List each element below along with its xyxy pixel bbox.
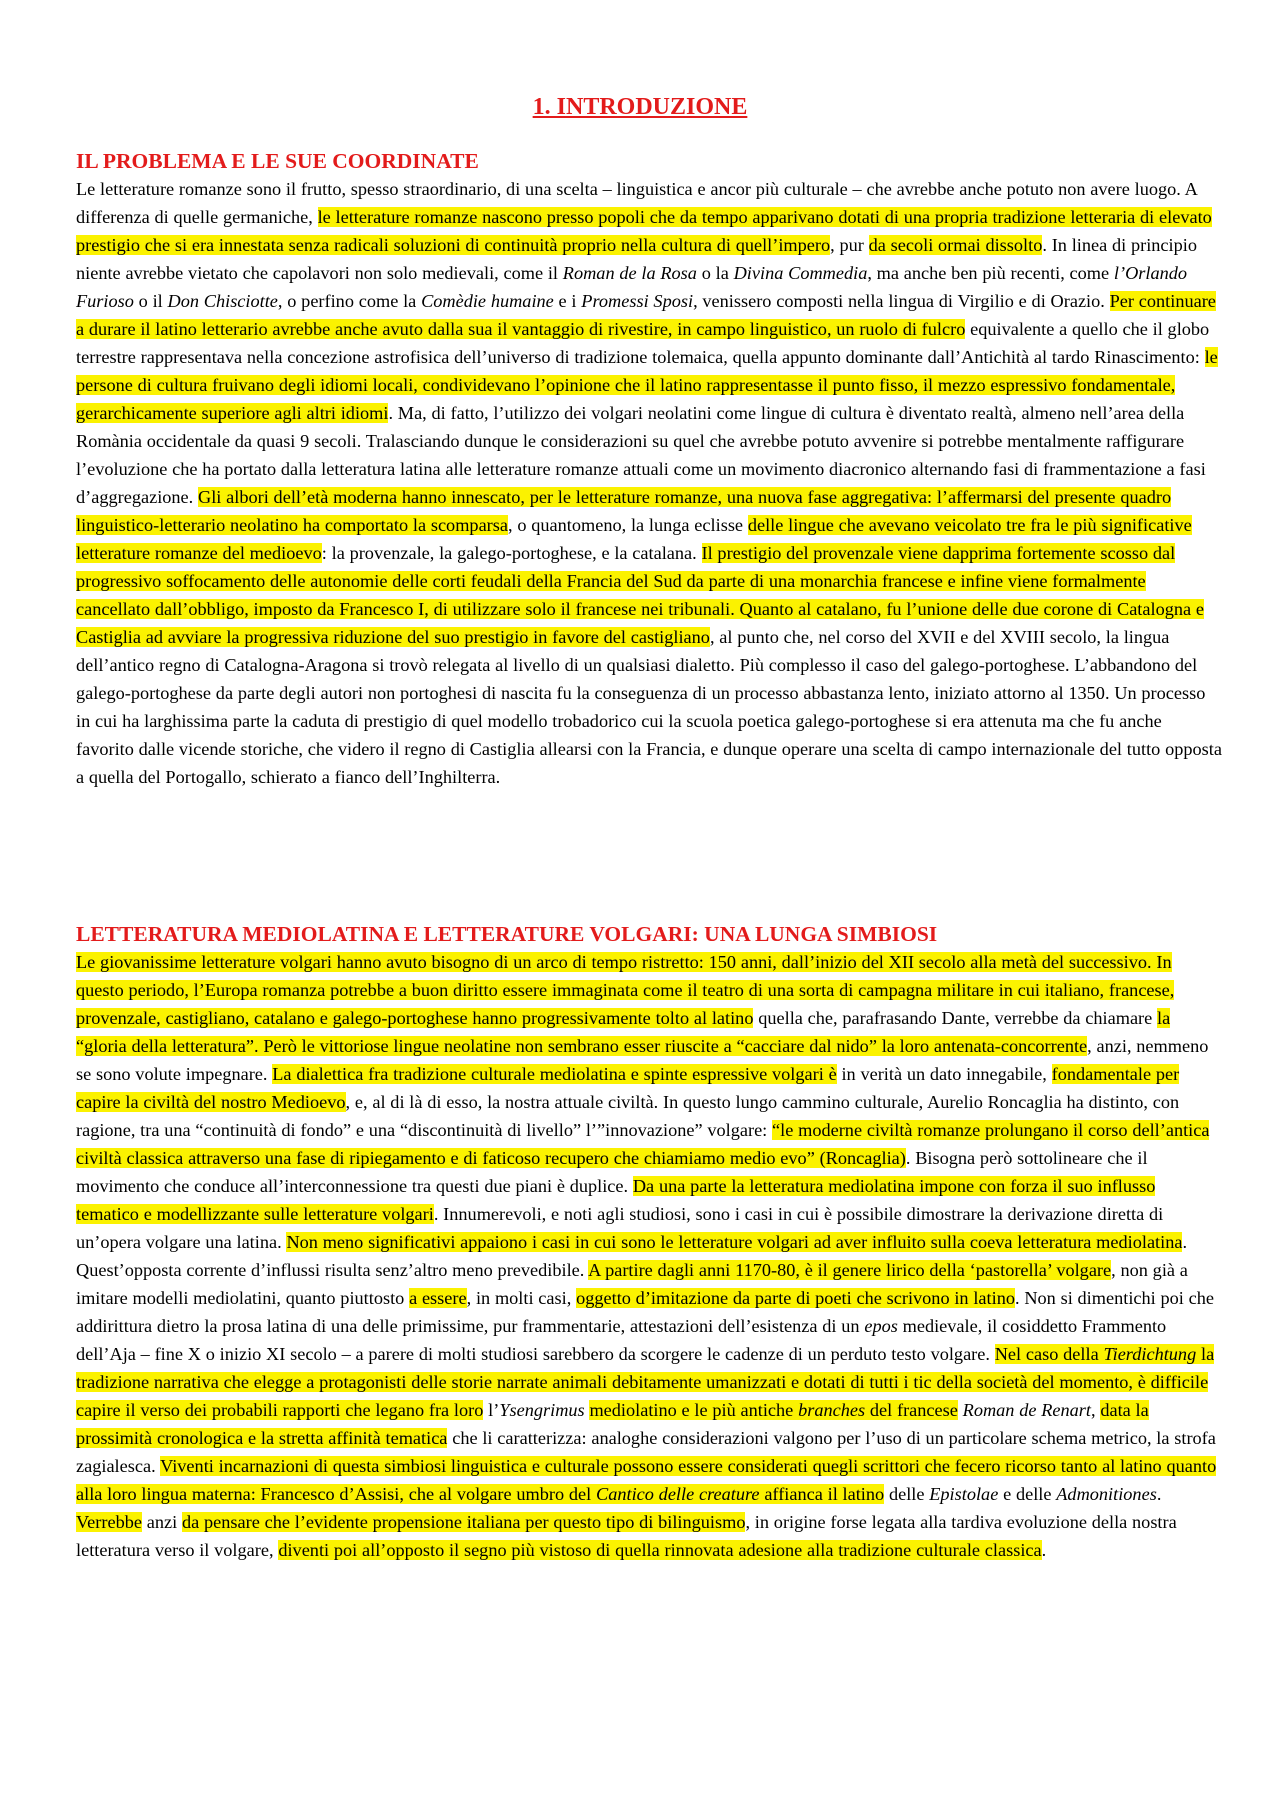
section-body — [76, 175, 1222, 791]
highlighted-text: le persone di cultura fruivano degli idiomi locali, condividevano l’opinione che il latino rappresentasse il punto fisso, il mezzo espressivo fondamentale, gerarchicamente superiore agli altri idiomi — [76, 347, 1218, 423]
text-run: . Ma, di fatto, l’utilizzo dei volgari neolatini come lingue di cultura è diventato realtà, almeno nell’area della Romània occidentale da quasi 9 secoli. Tralasciando dunque le considerazioni su quel che avrebbe potuto avvenire si potrebbe mentalmente raffigurare l’evoluzione che ha portato dalla letteratura latina alle letterature romanze attuali come un movimento diacronico alternando fasi di frammentazione a fasi d’aggregazione. — [76, 403, 1206, 507]
section-simbiosi — [76, 920, 1222, 1564]
text-run: , in origine forse legata alla tardiva evoluzione della nostra letteratura verso il volgare, — [76, 1512, 1177, 1560]
text-run: equivalente a quello che il globo terrestre rappresentava nella concezione astrofisica dell’universo di tradizione tolemaica, quella appunto dominante dall’Antichità al tardo Rinascimento: — [76, 319, 1210, 367]
text-run: Ysengrimus — [499, 1400, 585, 1420]
highlighted-text: oggetto d’imitazione da parte di poeti che scrivono in latino — [576, 1288, 1015, 1308]
text-run: Roman de Renart — [962, 1400, 1091, 1420]
highlighted-text: da pensare che l’evidente propensione italiana per questo tipo di bilinguismo — [181, 1512, 746, 1532]
text-run: , in molti casi, — [466, 1288, 577, 1308]
highlighted-text: fondamentale per capire la civiltà del nostro Medioevo — [76, 1064, 1180, 1112]
text-run: , o quantomeno, la lunga eclisse — [508, 515, 748, 535]
highlighted-text: A partire dagli anni 1170-80, è il genere lirico della ‘pastorella’ volgare — [588, 1260, 1112, 1280]
highlighted-text: branches — [798, 1400, 866, 1420]
section-problema — [76, 147, 1222, 791]
text-run: . Non si dimentichi poi che addirittura dietro la prosa latina di una delle primissime, pur frammentarie, attestazioni dell’esistenza di un — [76, 1288, 1214, 1336]
text-run: o il — [133, 291, 168, 311]
text-run: Comèdie humaine — [421, 291, 554, 311]
text-run: , venissero composti nella lingua di Virgilio e di Orazio. — [693, 291, 1110, 311]
text-run: l’ — [483, 1400, 500, 1420]
text-run: e i — [553, 291, 582, 311]
text-run: , pur — [830, 235, 869, 255]
highlighted-text: Viventi incarnazioni di questa simbiosi linguistica e culturale possono essere considerati quegli scrittori che fecero ricorso tanto al latino quanto alla loro lingua materna: Francesco d’Assisi, che al volgare umbro del — [76, 1456, 1217, 1504]
text-run: Roman de la Rosa — [562, 263, 697, 283]
highlighted-text: le letterature romanze nascono presso popoli che da tempo apparivano dotati di una propria tradizione letteraria di elevato prestigio che si era innestata senza radicali soluzioni di continuità proprio nella cultura di quell’impero — [76, 207, 1212, 255]
section-body — [76, 948, 1222, 1564]
text-run: Admonitiones — [1056, 1484, 1157, 1504]
text-run: anzi — [141, 1512, 182, 1532]
highlighted-text: “le moderne civiltà romanze prolungano il corso dell’antica civiltà classica attraverso una fase di ripiegamento e di faticoso recupero che chiamiamo medio evo” (Roncaglia) — [76, 1120, 1210, 1168]
highlighted-text: Le giovanissime letterature volgari hanno avuto bisogno di un arco di tempo ristretto: 150 anni, dall’inizio del XII secolo alla metà del successivo. In questo periodo, l’Europa romanza potrebbe a buon diritto essere immaginata come il teatro di una sorta di campagna militare in cui italiano, francese, provenzale, castigliano, catalano e galego-portoghese hanno progressivamente tolto al latino — [76, 952, 1175, 1028]
page-title: 1. INTRODUZIONE — [532, 94, 748, 120]
text-run: delle — [884, 1484, 930, 1504]
text-run: , — [1091, 1400, 1101, 1420]
highlighted-text: da secoli ormai dissolto — [868, 235, 1043, 255]
highlighted-text: del francese — [865, 1400, 958, 1420]
highlighted-text: delle lingue che avevano veicolato tre fra le più significative letterature romanze del medioevo — [76, 515, 1192, 563]
text-run: l’Orlando Furioso — [76, 263, 1188, 311]
text-run: Epistolae — [929, 1484, 999, 1504]
highlighted-text: Nel caso della — [994, 1344, 1104, 1364]
highlighted-text: data la prossimità cronologica e la stretta affinità tematica — [76, 1400, 1149, 1448]
text-run: , anzi, nemmeno se sono volute impegnare. — [76, 1036, 1209, 1084]
highlighted-text: Verrebbe — [76, 1512, 142, 1532]
highlighted-text: Il prestigio del provenzale viene dapprima fortemente scosso dal progressivo soffocamento delle autonomie delle corti feudali della Francia del Sud da parte di una monarchia francese e infine viene formalmente cancellato dall’obbligo, imposto da Francesco I, di utilizzare solo il francese nei tribunali. Quanto al catalano, fu l’unione delle due corone di Catalogna e Castiglia ad avviare la progressiva riduzione del suo prestigio in favore del castigliano — [76, 543, 1204, 647]
text-run: che li caratterizza: analoghe considerazioni valgono per l’uso di un particolare schema metrico, la strofa zagialesca. — [76, 1428, 1216, 1476]
highlighted-text: a essere — [409, 1288, 467, 1308]
text-run: . Innumerevoli, e noti agli studiosi, sono i casi in cui è possibile dimostrare la derivazione diretta di un’opera volgare una latina. — [76, 1204, 1164, 1252]
text-run: Le letterature romanze sono il frutto, spesso straordinario, di una scelta – linguistica e ancor più culturale – che avrebbe anche potuto non avere luogo. A differenza di quelle germaniche, — [76, 179, 1197, 227]
text-run: quella che, parafrasando Dante, verrebbe da chiamare — [753, 1008, 1158, 1028]
highlighted-text: affianca il latino — [759, 1484, 885, 1504]
text-run: , e, al di là di esso, la nostra attuale civiltà. In questo lungo cammino culturale, Aurelio Roncaglia ha distinto, con ragione, tra una “continuità di fondo” e una “discontinuità di livello” l’”innovazione” volgare: — [76, 1092, 1180, 1140]
section-heading: IL PROBLEMA E LE SUE COORDINATE — [76, 149, 479, 173]
highlighted-text: mediolatino e le più antiche — [589, 1400, 799, 1420]
text-run: epos — [864, 1316, 898, 1336]
highlighted-text: Da una parte la letteratura mediolatina impone con forza il suo influsso tematico e modellizzante sulle letterature volgari — [76, 1176, 1156, 1224]
text-run: : la provenzale, la galego-portoghese, e la catalana. — [321, 543, 702, 563]
text-run: . In linea di principio niente avrebbe vietato che capolavori non solo medievali, come il — [76, 235, 1197, 283]
text-run: . — [1041, 1540, 1047, 1560]
highlighted-text: Gli albori dell’età moderna hanno innescato, per le letterature romanze, una nuova fase aggregativa: l’affermarsi del presente quadro linguistico-letterario neolatino ha comportato la scomparsa — [76, 487, 1172, 535]
highlighted-text: Non meno significativi appaiono i casi in cui sono le letterature volgari ad aver influito sulla coeva letteratura mediolatina — [286, 1232, 1183, 1252]
text-run: medievale, il cosiddetto Frammento dell’Aja – fine X o inizio XI secolo – a parere di molti studiosi sarebbero da scorgere le cadenze di un perduto testo volgare. — [76, 1316, 1167, 1364]
text-run: e delle — [998, 1484, 1057, 1504]
highlighted-text: la “gloria della letteratura”. Però le vittoriose lingue neolatine non sembrano esser riuscite a “cacciare dal nido” la loro antenata-concorrente — [76, 1008, 1171, 1056]
text-run: , al punto che, nel corso del XVII e del XVIII secolo, la lingua dell’antico regno di Catalogna-Aragona si trovò relegata al livello di un qualsiasi dialetto. Più complesso il caso del galego-portoghese. L’abbandono del galego-portoghese da parte degli autori non portoghesi di nascita fu la conseguenza di un processo abbastanza lento, iniziato attorno al 1350. Un processo in cui ha larghissima parte la caduta di prestigio di quel modello trobadorico cui la scuola poetica galego-portoghese si era attenuta ma che fu anche favorito dalle vicende storiche, che videro il regno di Castiglia allearsi con la Francia, e dunque operare una scelta di campo internazionale del tutto opposta a quella del Portogallo, schierato a fianco dell’Inghilterra. — [76, 627, 1222, 787]
text-run: . Bisogna però sottolineare che il movimento che conduce all’interconnessione tra questi due piani è duplice. — [76, 1148, 1148, 1196]
highlighted-text: diventi poi all’opposto il segno più vistoso di quella rinnovata adesione alla tradizione culturale classica — [278, 1540, 1042, 1560]
text-run: in verità un dato innegabile, — [836, 1064, 1052, 1084]
highlighted-text: Tierdichtung — [1103, 1344, 1197, 1364]
text-run: . Quest’opposta corrente d’influssi risulta senz’altro meno prevedibile. — [76, 1232, 1188, 1280]
text-run: Divina Commedia — [733, 263, 868, 283]
text-run: o la — [696, 263, 734, 283]
text-run: , non già a imitare modelli mediolatini, quanto piuttosto — [76, 1260, 1188, 1308]
text-run: . — [1156, 1484, 1162, 1504]
highlighted-text: Per continuare a durare il latino letterario avrebbe anche avuto dalla sua il vantaggio di rivestire, in campo linguistico, un ruolo di fulcro — [76, 291, 1216, 339]
text-run: , o perfino come la — [277, 291, 422, 311]
highlighted-text: Cantico delle creature — [596, 1484, 760, 1504]
highlighted-text: La dialettica fra tradizione culturale mediolatina e spinte espressive volgari è — [272, 1064, 837, 1084]
text-run: , ma anche ben più recenti, come — [867, 263, 1114, 283]
section-heading: LETTERATURA MEDIOLATINA E LETTERATURE VOLGARI: UNA LUNGA SIMBIOSI — [76, 922, 938, 946]
highlighted-text: la tradizione narrativa che elegge a protagonisti delle storie narrate animali debitamente umanizzati e dotati di tutti i tic della società del momento, è difficile capire il verso dei probabili rapporti che legano fra loro — [76, 1344, 1215, 1420]
text-run: Promessi Sposi — [581, 291, 694, 311]
text-run: Don Chisciotte — [167, 291, 278, 311]
